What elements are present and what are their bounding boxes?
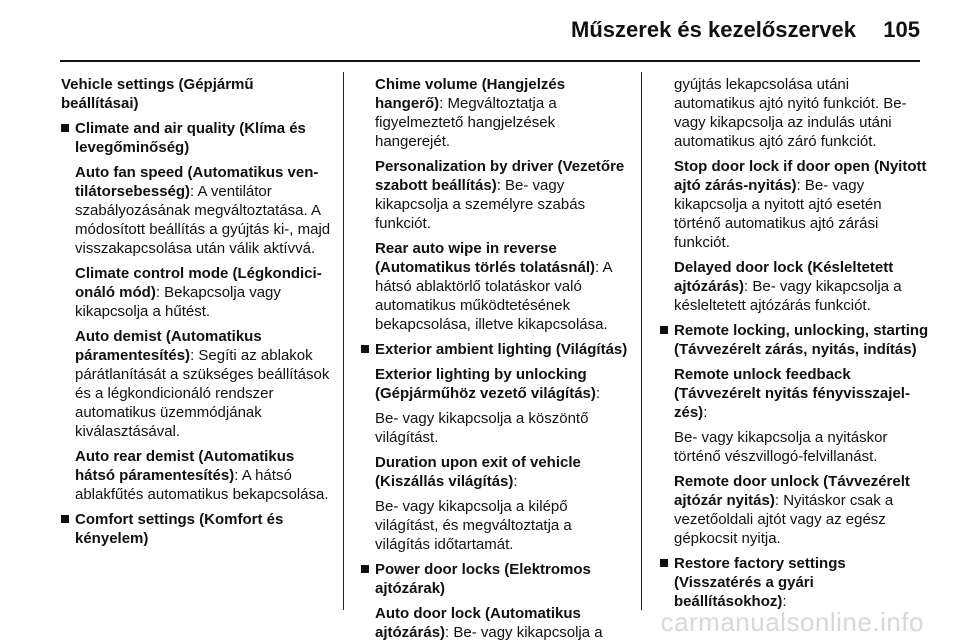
bullet-square-icon	[61, 515, 69, 523]
setting-exit-duration-text: Be- vagy kikapcsolja a kilépő világítást, és megváltoztatja a világítás időtartamát.	[375, 498, 572, 553]
setting-auto-rear-demist: Auto rear demist (Automatikus hátsó páramentesítés): A hátsó ablakfűtés automatikus bekapcsolása.	[75, 448, 329, 503]
page-header	[0, 0, 960, 62]
setting-exterior-lighting-text: Be- vagy kikapcsolja a köszöntő világítást.	[375, 410, 589, 446]
bullet-square-icon	[660, 559, 668, 567]
column-1	[61, 75, 331, 548]
setting-climate-control-mode: Climate control mode (Légkondici-onáló mód): Bekapcsolja vagy kikapcsolja a hűtést.	[75, 265, 322, 320]
bullet-power-door-locks: Power door locks (Elektromos ajtózárak)	[361, 560, 629, 598]
setting-remote-unlock-feedback: Remote unlock feedback (Távvezérelt nyitás fényvisszajel-zés):	[674, 366, 910, 421]
setting-chime-volume: Chime volume (Hangjelzés hangerő): Megváltoztatja a figyelmeztető hangjelzések hangerejét.	[375, 76, 566, 150]
bullet-remote-locking: Remote locking, unlocking, starting (Távvezérelt zárás, nyitás, indítás)	[660, 321, 930, 359]
header-divider	[60, 60, 920, 62]
bullet-climate: Climate and air quality (Klíma és levegőminőség)	[61, 119, 331, 157]
setting-exterior-lighting-unlocking: Exterior lighting by unlocking (Gépjárműhöz vezető világítás):	[375, 366, 601, 402]
bullet-restore-factory: Restore factory settings (Visszatérés a gyári beállításokhoz):	[660, 554, 930, 611]
column-3	[660, 75, 930, 611]
setting-delayed-door-lock: Delayed door lock (Késleltetett ajtózárás): Be- vagy kikapcsolja a késleltetett ajtózárás funkciót.	[674, 259, 902, 314]
bullet-square-icon	[361, 345, 369, 353]
continued-text: gyújtás lekapcsolása utáni automatikus ajtó nyitó funkciót. Be- vagy kikapcsolja az indulás utáni automatikus ajtó záró funkciót.	[674, 76, 907, 150]
setting-remote-door-unlock: Remote door unlock (Távvezérelt ajtózár nyitás): Nyitáskor csak a vezetőoldali ajtót vagy az egész gépkocsit nyitja.	[674, 473, 910, 547]
bullet-exterior-lighting: Exterior ambient lighting (Világítás)	[361, 340, 629, 359]
setting-remote-unlock-feedback-text: Be- vagy kikapcsolja a nyitáskor történő vészvillogó-felvillanást.	[674, 429, 888, 465]
bullet-square-icon	[660, 326, 668, 334]
setting-personalization: Personalization by driver (Vezetőre szabott beállítás): Be- vagy kikapcsolja a személyre szabás funkciót.	[375, 158, 625, 232]
setting-rear-auto-wipe: Rear auto wipe in reverse (Automatikus törlés tolatásnál): A hátsó ablaktörlő tolatáskor való automatikus működtetésének bekapcsolása, illetve kikapcsolása.	[375, 240, 612, 333]
column-divider-2	[641, 72, 642, 610]
bullet-square-icon	[361, 565, 369, 573]
setting-auto-door-lock: Auto door lock (Automatikus ajtózárás): Be- vagy kikapcsolja a	[375, 605, 603, 641]
bullet-comfort: Comfort settings (Komfort és kényelem)	[61, 510, 331, 548]
column-divider-1	[343, 72, 344, 610]
page-title: Műszerek és kezelőszervek	[571, 17, 856, 42]
watermark: carmanualsonline.info	[660, 607, 924, 637]
column-2	[361, 75, 629, 642]
section-heading: Vehicle settings (Gépjármű beállításai)	[61, 76, 254, 112]
setting-stop-door-lock: Stop door lock if door open (Nyitott ajtó zárás-nyitás): Be- vagy kikapcsolja a nyitott ajtó esetén történő automatikus ajtó zárási funkciót.	[674, 158, 927, 251]
setting-auto-demist: Auto demist (Automatikus páramentesítés): Segíti az ablakok párátlanítását a szükséges beállítások és a légkondicionáló rendszer automatikus üzemmódjának kiválasztásával.	[75, 328, 330, 440]
bullet-square-icon	[61, 124, 69, 132]
setting-exit-duration: Duration upon exit of vehicle (Kiszállás világítás):	[375, 454, 581, 490]
setting-auto-fan-speed: Auto fan speed (Automatikus ven-tilátorsebesség): A ventilátor szabályozásának megváltoztatása. A módosított beállítás a gyújtás ki-, majd visszakapcsolása után válik aktívvá.	[75, 164, 331, 257]
page-number: 105	[883, 17, 920, 42]
